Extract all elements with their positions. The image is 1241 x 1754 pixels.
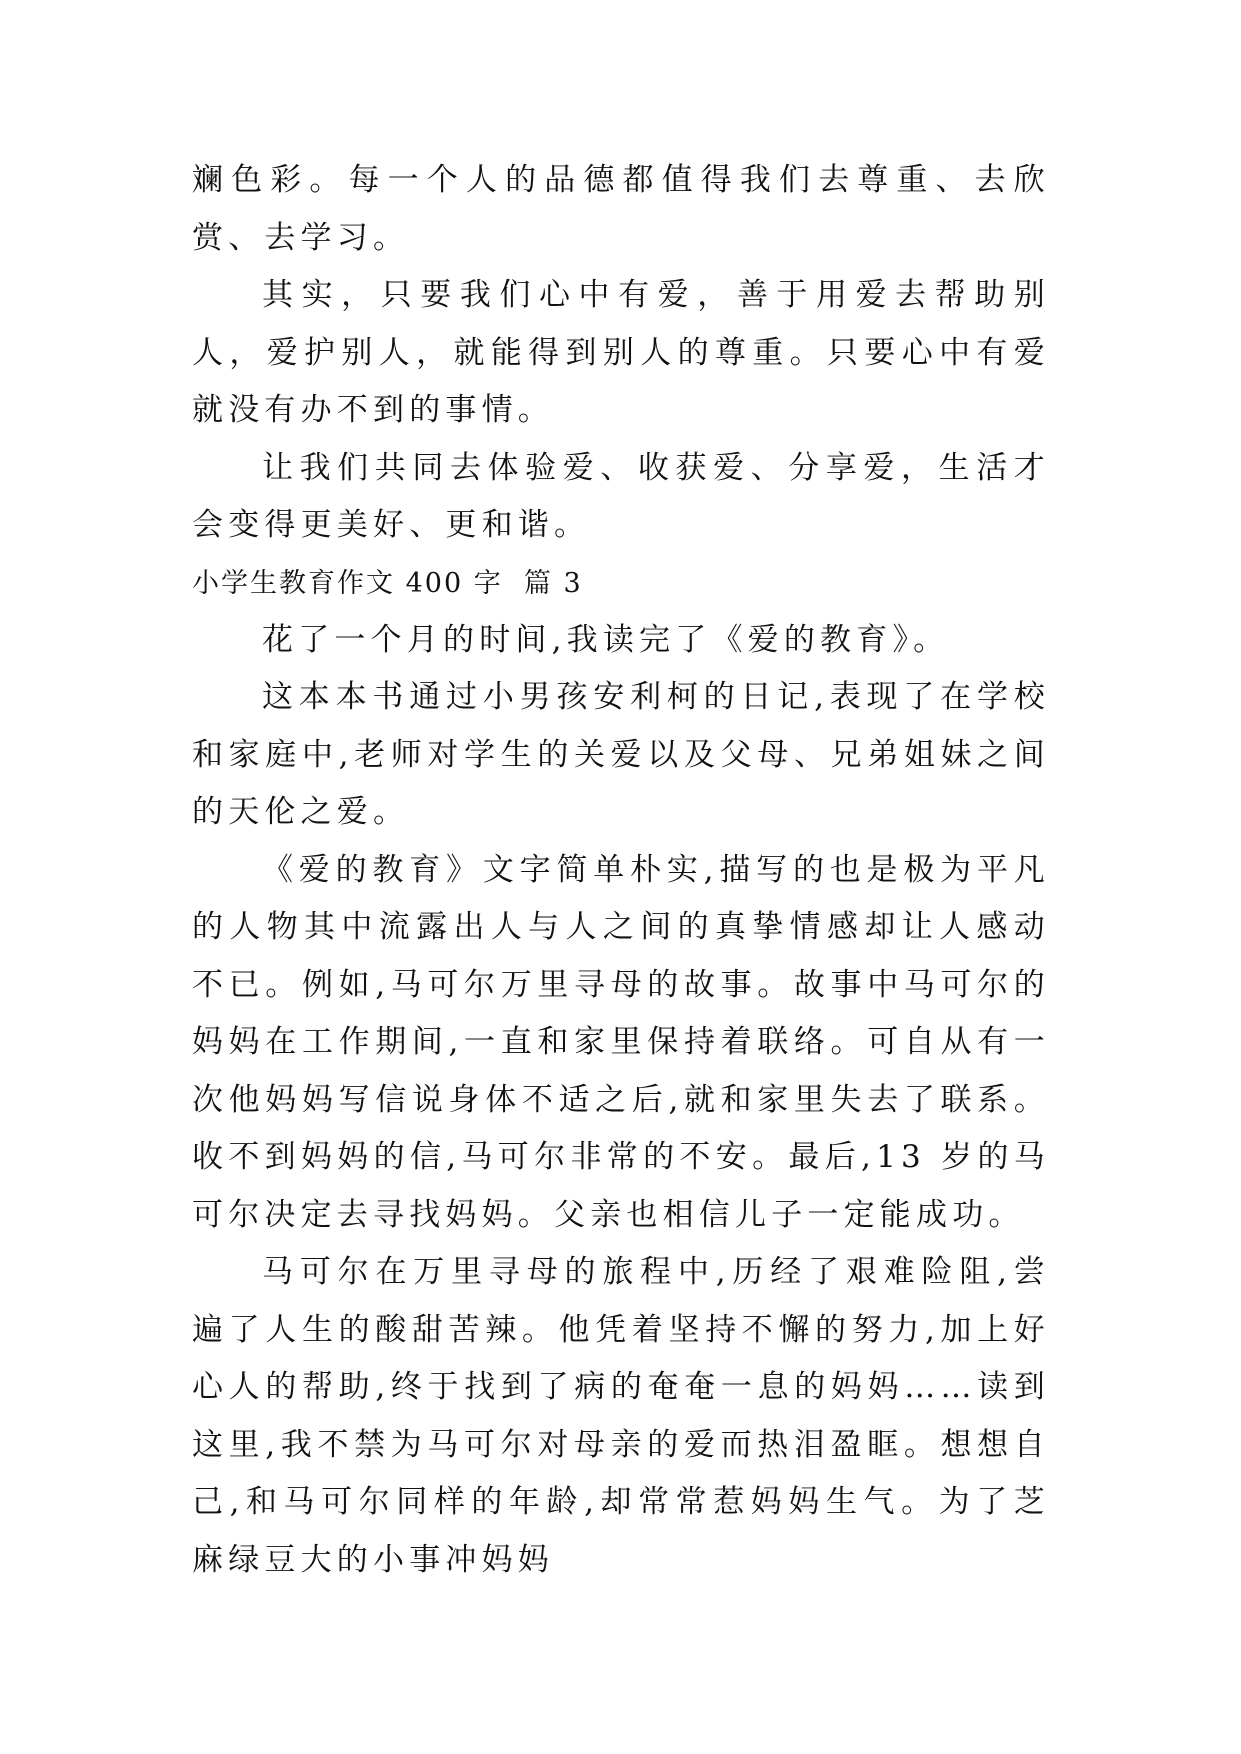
paragraph-6: 《爱的教育》文字简单朴实,描写的也是极为平凡的人物其中流露出人与人之间的真挚情感却让人感动不已。例如,马可尔万里寻母的故事。故事中马可尔的妈妈在工作期间,一直和家里保持着联络。可自从有一次他妈妈写信说身体不适之后,就和家里失去了联系。收不到妈妈的信,马可尔非常的不安。最后,13 岁的马可尔决定去寻找妈妈。父亲也相信儿子一定能成功。 — [192, 851, 1050, 1233]
section-heading: 小学生教育作文 400 字 篇 3 — [192, 567, 583, 599]
paragraph-2: 其实，只要我们心中有爱，善于用爱去帮助别人，爱护别人，就能得到别人的尊重。只要心中有爱就没有办不到的事情。 — [192, 277, 1050, 428]
paragraph-5: 这本本书通过小男孩安利柯的日记,表现了在学校和家庭中,老师对学生的关爱以及父母、兄弟姐妹之间的天伦之爱。 — [192, 679, 1050, 830]
paragraph-7: 马可尔在万里寻母的旅程中,历经了艰难险阻,尝遍了人生的酸甜苦辣。他凭着坚持不懈的努力,加上好心人的帮助,终于找到了病的奄奄一息的妈妈……读到这里,我不禁为马可尔对母亲的爱而热泪盈眶。想想自己,和马可尔同样的年龄,却常常惹妈妈生气。为了芝麻绿豆大的小事冲妈妈 — [192, 1254, 1050, 1578]
paragraph-1: 斓色彩。每一个人的品德都值得我们去尊重、去欣赏、去学习。 — [192, 162, 1050, 256]
paragraph-3: 让我们共同去体验爱、收获爱、分享爱，生活才会变得更美好、更和谐。 — [192, 449, 1050, 543]
document-body — [192, 152, 1050, 1589]
paragraph-4: 花了一个月的时间,我读完了《爱的教育》。 — [262, 621, 950, 658]
